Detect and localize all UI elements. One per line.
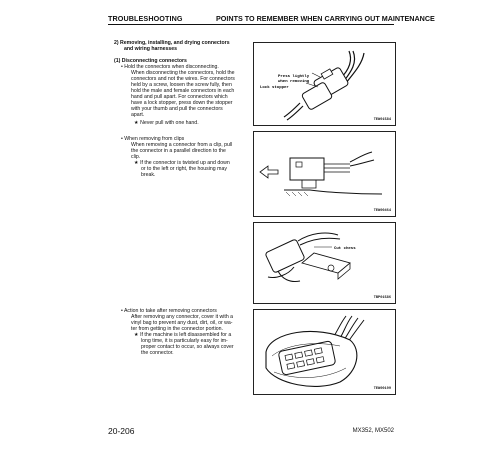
fig3-code: TBP01586	[373, 296, 391, 300]
figure-connector-catch	[253, 222, 396, 304]
fig1-label: Press lightly	[278, 75, 310, 79]
header-chapter-title: POINTS TO REMEMBER WHEN CARRYING OUT MAINTENANCE	[216, 14, 435, 23]
figure-connector-lock-stopper	[253, 42, 396, 126]
section-title-line2: and wiring harnesses	[124, 46, 178, 52]
block1-line: hand and pull apart. For connectors which	[131, 94, 228, 100]
block3-line: ter from getting in the connector portion.	[131, 326, 223, 332]
block3-line: vinyl bag to prevent any dust, dirt, oil, or wa-	[131, 320, 233, 326]
fig1-code: TEW01584	[373, 118, 391, 122]
figure-connector-covered	[253, 309, 396, 395]
header-rule	[108, 24, 394, 25]
block2-note: break.	[141, 172, 156, 178]
fig1-label: Lock stopper	[260, 86, 289, 90]
clip-illustration	[254, 132, 395, 216]
model-name: MX352, MX502	[352, 428, 394, 434]
arrow-left-icon	[260, 166, 278, 178]
fig4-code: TEW00199	[373, 387, 391, 391]
page-number: 20-206	[108, 426, 135, 436]
block3-note: the connector.	[141, 350, 174, 356]
block1-line: apart.	[131, 112, 145, 118]
block1-line: have a lock stopper, press down the stopper	[131, 100, 233, 106]
block1-line: with your thumb and pull the connectors	[131, 106, 223, 112]
block1-line: connectors and not the wires. For connectors	[131, 76, 235, 82]
block1-line: held by a screw, loosen the screw fully, then	[131, 82, 232, 88]
fig2-code: TEW00464	[373, 209, 391, 213]
catch-illustration	[254, 223, 395, 303]
block2-line: clip.	[131, 154, 141, 160]
figure-connector-clip	[253, 131, 396, 217]
covered-connector-illustration	[254, 310, 395, 394]
block3-line: After removing any connector, cover it with a	[131, 314, 234, 320]
block3-note: ★ If the machine is left disassembled for a	[134, 332, 232, 338]
block3-note: long time, it is particularly easy for im-	[141, 338, 228, 344]
header-section-title: TROUBLESHOOTING	[108, 14, 183, 23]
fig3-label: Cut chess	[334, 247, 356, 251]
block2-note: ★ If the connector is twisted up and down	[134, 160, 230, 166]
fig1-label: when removing	[278, 80, 310, 84]
section-subtitle: (1) Disconnecting connectors	[114, 58, 187, 64]
connector-lock-illustration	[254, 43, 395, 125]
block2-line: • When removing from clips	[121, 136, 185, 142]
block2-line: When removing a connector from a clip, pull	[131, 142, 233, 148]
block1-line: • Hold the connectors when disconnecting.	[121, 64, 219, 70]
block1-note: ★ Never pull with one hand.	[134, 120, 199, 126]
block3-line: • Action to take after removing connectors	[121, 308, 217, 314]
section-title-line1: 2) Removing, installing, and drying connectors	[114, 40, 230, 46]
block2-note: or to the left or right, the housing may	[141, 166, 227, 172]
block1-line: hold the male and female connectors in each	[131, 88, 235, 94]
block1-line: When disconnecting the connectors, hold the	[131, 70, 235, 76]
block2-line: the connector in a parallel direction to the	[131, 148, 226, 154]
block3-note: proper contact to occur, so always cover	[141, 344, 234, 350]
